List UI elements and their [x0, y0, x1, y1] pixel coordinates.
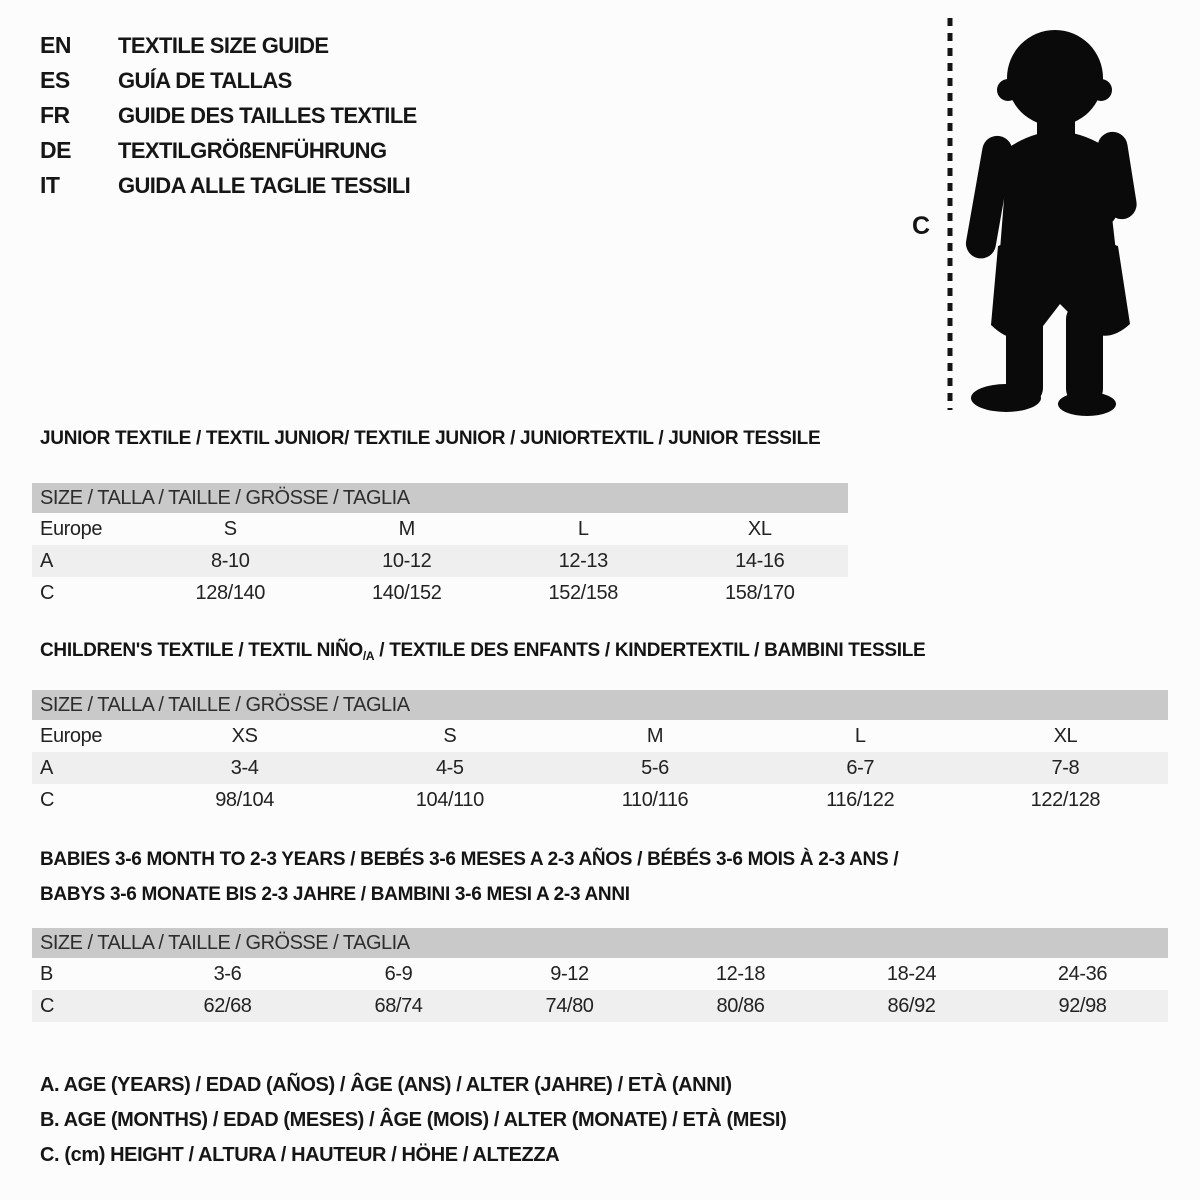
row-label: B	[40, 962, 53, 985]
row-label: C	[40, 994, 55, 1017]
language-title-list	[40, 28, 417, 203]
toddler-silhouette-shape	[964, 30, 1139, 416]
height-cell: 110/116	[621, 788, 689, 811]
age-cell: 5-6	[641, 756, 669, 779]
size-cell: M	[398, 517, 415, 540]
language-title: TEXTILE SIZE GUIDE	[118, 32, 329, 58]
table-row	[32, 752, 1168, 784]
language-code: ES	[40, 67, 70, 93]
size-cell: L	[854, 724, 866, 747]
language-title: GUIDE DES TAILLES TEXTILE	[118, 102, 417, 128]
age-cell: 18-24	[886, 962, 937, 985]
table-row	[32, 513, 848, 545]
height-cell: 140/152	[372, 581, 442, 604]
size-cell: XS	[231, 724, 258, 747]
language-row	[40, 28, 417, 63]
figure-area	[890, 10, 1150, 416]
children-size-header: SIZE / TALLA / TAILLE / GRÖSSE / TAGLIA	[32, 690, 1168, 720]
babies-size-table	[32, 928, 1168, 1022]
age-cell: 3-6	[213, 962, 242, 985]
age-cell: 6-9	[384, 962, 413, 985]
language-title: GUIDA ALLE TAGLIE TESSILI	[118, 172, 411, 198]
size-cell: XL	[1053, 724, 1078, 747]
row-label: A	[40, 549, 53, 572]
size-cell: L	[577, 517, 589, 540]
size-cell: M	[646, 724, 664, 747]
height-measure-label: C	[912, 212, 931, 240]
height-cell: 62/68	[203, 994, 252, 1017]
babies-title-line1: BABIES 3-6 MONTH TO 2-3 YEARS / BEBÉS 3-6 MESES A 2-3 AÑOS / BÉBÉS 3-6 MOIS À 2-3 ANS /	[40, 849, 899, 870]
language-row	[40, 98, 417, 133]
language-title: GUÍA DE TALLAS	[118, 67, 292, 93]
measure-legend	[40, 1068, 786, 1173]
table-row	[32, 720, 1168, 752]
table-row	[32, 577, 848, 609]
size-cell: S	[223, 517, 237, 540]
age-cell: 7-8	[1051, 756, 1080, 779]
language-code: FR	[40, 102, 70, 128]
legend-line-height-cm: C. (cm) HEIGHT / ALTURA / HAUTEUR / HÖHE / ALTEZZA	[40, 1144, 560, 1166]
size-cell: S	[443, 724, 457, 747]
table-row	[32, 784, 1168, 816]
children-title-post: / TEXTILE DES ENFANTS / KINDERTEXTIL / BAMBINI TESSILE	[374, 640, 926, 661]
height-cell: 128/140	[195, 581, 265, 604]
language-row	[40, 63, 417, 98]
row-label: C	[40, 581, 55, 604]
age-cell: 10-12	[382, 549, 432, 572]
row-label: C	[40, 788, 55, 811]
height-cell: 80/86	[716, 994, 765, 1017]
language-code: EN	[40, 32, 71, 58]
toddler-silhouette-icon	[890, 10, 1150, 416]
height-cell: 152/158	[548, 581, 618, 604]
size-cell: XL	[747, 517, 772, 540]
height-cell: 68/74	[374, 994, 423, 1017]
age-cell: 9-12	[550, 962, 589, 985]
age-cell: 3-4	[230, 756, 259, 779]
children-section-title	[40, 640, 925, 662]
age-cell: 14-16	[735, 549, 785, 572]
age-cell: 8-10	[211, 549, 250, 572]
height-cell: 116/122	[826, 788, 895, 811]
babies-size-header: SIZE / TALLA / TAILLE / GRÖSSE / TAGLIA	[32, 928, 1168, 958]
language-code: IT	[40, 172, 60, 198]
junior-section-title: JUNIOR TEXTILE / TEXTIL JUNIOR/ TEXTILE JUNIOR / JUNIORTEXTIL / JUNIOR TESSILE	[40, 428, 821, 449]
language-code: DE	[40, 137, 71, 163]
row-label: A	[40, 756, 53, 779]
legend-line-age-years: A. AGE (YEARS) / EDAD (AÑOS) / ÂGE (ANS) / ALTER (JAHRE) / ETÀ (ANNI)	[40, 1074, 732, 1096]
language-title: TEXTILGRÖßENFÜHRUNG	[118, 137, 387, 163]
height-cell: 86/92	[887, 994, 936, 1017]
table-row	[32, 990, 1168, 1022]
language-row	[40, 168, 417, 203]
children-title-pre: CHILDREN'S TEXTILE / TEXTIL NIÑO	[40, 640, 363, 661]
table-row	[32, 958, 1168, 990]
table-row	[32, 545, 848, 577]
height-cell: 104/110	[415, 788, 484, 811]
legend-line-age-months: B. AGE (MONTHS) / EDAD (MESES) / ÂGE (MOIS) / ALTER (MONATE) / ETÀ (MESI)	[40, 1109, 787, 1131]
height-cell: 74/80	[545, 994, 594, 1017]
babies-title-line2: BABYS 3-6 MONATE BIS 2-3 JAHRE / BAMBINI 3-6 MESI A 2-3 ANNI	[40, 884, 630, 905]
children-size-table	[32, 690, 1168, 816]
age-cell: 6-7	[846, 756, 875, 779]
junior-size-header: SIZE / TALLA / TAILLE / GRÖSSE / TAGLIA	[32, 483, 848, 513]
babies-section-title	[40, 842, 898, 912]
age-cell: 12-13	[558, 549, 608, 572]
children-title-subscript: /A	[362, 649, 375, 663]
height-cell: 122/128	[1030, 788, 1101, 811]
age-cell: 24-36	[1057, 962, 1108, 985]
language-row	[40, 133, 417, 168]
height-cell: 98/104	[215, 788, 274, 811]
age-cell: 4-5	[435, 756, 464, 779]
row-label: Europe	[40, 724, 103, 747]
height-cell: 158/170	[725, 581, 795, 604]
age-cell: 12-18	[715, 962, 766, 985]
height-cell: 92/98	[1058, 994, 1107, 1017]
row-label: Europe	[40, 517, 103, 540]
junior-size-table	[32, 483, 848, 609]
